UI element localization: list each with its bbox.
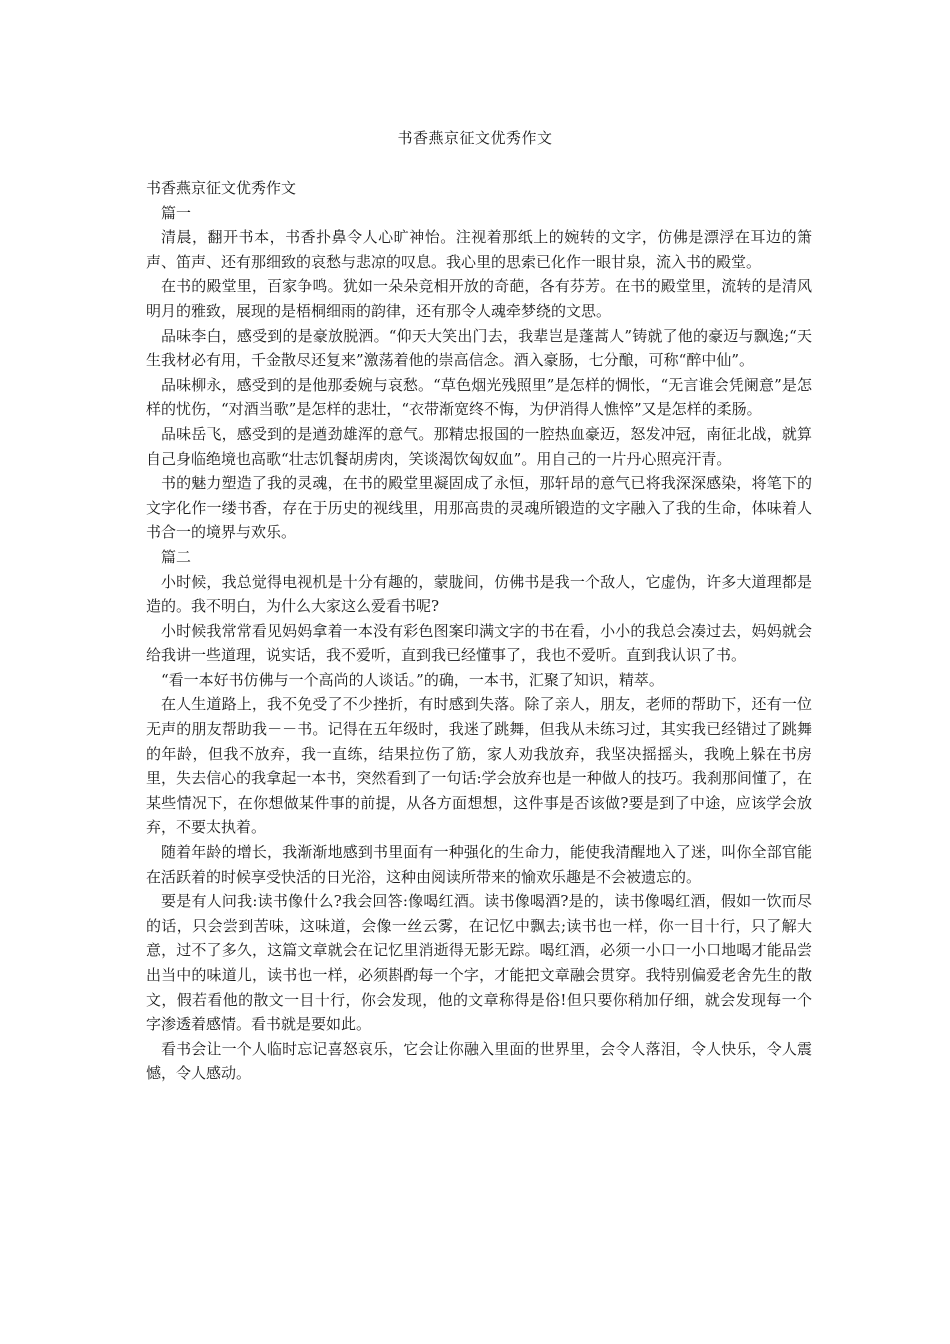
document-body (146, 176, 812, 1086)
paragraph: 品味柳永，感受到的是他那委婉与哀愁。“草色烟光残照里”是怎样的惆怅，“无言谁会凭阑意”是怎样的忧伤，“对酒当歌”是怎样的悲壮，“衣带渐宽终不悔，为伊消得人憔悴”又是怎样的柔肠。 (146, 375, 812, 419)
section-heading-2: 篇二 (161, 547, 192, 566)
paragraph: “看一本好书仿佛与一个高尚的人谈话。”的确，一本书，汇聚了知识，精萃。 (161, 670, 664, 689)
paragraph: 书的魅力塑造了我的灵魂，在书的殿堂里凝固成了永恒，那轩昂的意气已将我深深感染，将笔下的文字化作一缕书香，存在于历史的视线里，用那高贵的灵魂所锻造的文字融入了我的生命，体味着人书合一的境界与欢乐。 (146, 474, 812, 542)
paragraph: 看书会让一个人临时忘记喜怒哀乐，它会让你融入里面的世界里，会令人落泪，令人快乐，令人震憾，令人感动。 (146, 1039, 812, 1083)
paragraph: 品味岳飞，感受到的是遒劲雄浑的意气。那精忠报国的一腔热血豪迈，怒发冲冠，南征北战，就算自己身临绝境也高歌“壮志饥餐胡虏肉，笑谈渴饮匈奴血”。用自己的一片丹心照亮汗青。 (146, 424, 812, 468)
paragraph: 在书的殿堂里，百家争鸣。犹如一朵朵竞相开放的奇葩，各有芬芳。在书的殿堂里，流转的是清风明月的雅致，展现的是梧桐细雨的韵律，还有那令人魂牵梦绕的文思。 (146, 277, 812, 320)
paragraph: 在人生道路上，我不免受了不少挫折，有时感到失落。除了亲人，朋友，老师的帮助下，还有一位无声的朋友帮助我－－书。记得在五年级时，我迷了跳舞，但我从未练习过，其实我已经错过了跳舞的年龄，但我不放弃，我一直练，结果拉伤了筋，家人劝我放弃，我坚决摇摇头，我晚上躲在书房里，失去信心的我拿起一本书，突然看到了一句话:学会放弃也是一种做人的技巧。我刹那间懂了，在某些情况下，在你想做某件事的前提，从各方面想想，这件事是否该做?要是到了中途，应该学会放弃，不要太执着。 (146, 695, 812, 837)
paragraph: 小时候我常常看见妈妈拿着一本没有彩色图案印满文字的书在看，小小的我总会凑过去，妈妈就会给我讲一些道理，说实话，我不爱听，直到我已经懂事了，我也不爱听。直到我认识了书。 (146, 621, 812, 665)
document-subtitle: 书香燕京征文优秀作文 (146, 179, 297, 197)
section-heading-1: 篇一 (161, 203, 192, 222)
paragraph: 小时候，我总觉得电视机是十分有趣的，蒙胧间，仿佛书是我一个敌人，它虚伪，许多大道理都是造的。我不明白，为什么大家这么爱看书呢? (146, 572, 812, 616)
paragraph: 要是有人问我:读书像什么?我会回答:像喝红酒。读书像喝酒?是的，读书像喝红酒，假如一饮而尽的话，只会尝到苦味，这味道，会像一丝云雾，在记忆中飘去;读书也一样，你一目十行，只了解大意，过不了多久，这篇文章就会在记忆里消逝得无影无踪。喝红酒，必须一小口一小口地喝才能品尝出当中的味道儿，读书也一样，必须斟酌每一个字，才能把文章融会贯穿。我特别偏爱老舍先生的散文，假若看他的散文一目十行，你会发现，他的文章称得是俗!但只要你稍加仔细，就会发现每一个字渗透着感情。看书就是要如此。 (146, 892, 812, 1034)
document-title: 书香燕京征文优秀作文 (397, 129, 553, 147)
paragraph: 品味李白，感受到的是豪放脱洒。“仰天大笑出门去，我辈岂是蓬蒿人”铸就了他的豪迈与飘逸;“天生我材必有用，千金散尽还复来”激荡着他的崇高信念。酒入豪肠，七分酿，可称“醉中仙”。 (146, 326, 812, 370)
paragraph: 清晨，翻开书本，书香扑鼻令人心旷神怡。注视着那纸上的婉转的文字，仿佛是漂浮在耳边的箫声、笛声、还有那细致的哀愁与悲凉的叹息。我心里的思索已化作一眼甘泉，流入书的殿堂。 (146, 228, 812, 271)
paragraph: 随着年龄的增长，我渐渐地感到书里面有一种强化的生命力，能使我清醒地入了迷，叫你全部官能在活跃着的时候享受快活的日光浴，这种由阅读所带来的愉欢乐趣是不会被遗忘的。 (146, 843, 812, 886)
